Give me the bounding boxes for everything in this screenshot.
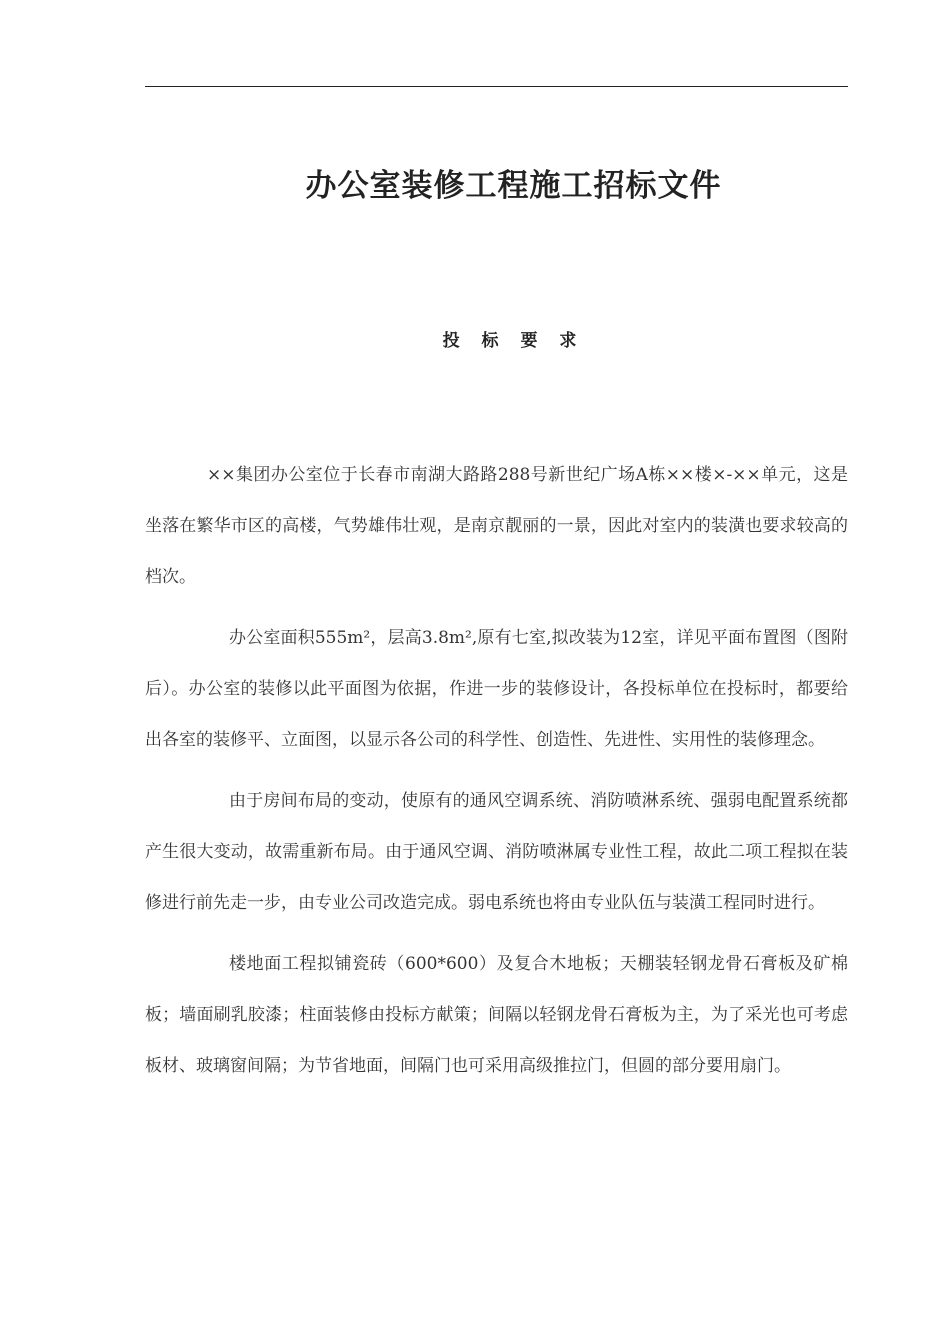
paragraph-location: ××集团办公室位于长春市南湖大路路288号新世纪广场A栋××楼×-××单元，这是坐落在繁华市区的高楼，气势雄伟壮观，是南京靓丽的一景，因此对室内的装潢也要求较高的档次。 bbox=[145, 465, 848, 587]
document-title: 办公室装修工程施工招标文件 bbox=[305, 168, 722, 204]
header-rule bbox=[145, 86, 848, 87]
paragraph-materials: 楼地面工程拟铺瓷砖（600*600）及复合木地板；天棚装轻钢龙骨石膏板及矿棉板；墙面刷乳胶漆；柱面装修由投标方献策；间隔以轻钢龙骨石膏板为主，为了采光也可考虑板材、玻璃窗间隔；为节省地面，间隔门也可采用高级推拉门，但圆的部分要用扇门。 bbox=[145, 954, 848, 1076]
paragraph-area: 办公室面积555m²，层高3.8m²,原有七室,拟改装为12室，详见平面布置图（图附后）。办公室的装修以此平面图为依据，作进一步的装修设计，各投标单位在投标时，都要给出各室的装修平、立面图，以显示各公司的科学性、创造性、先进性、实用性的装修理念。 bbox=[145, 628, 848, 750]
section-heading: 投 标 要 求 bbox=[442, 331, 585, 351]
paragraph-systems: 由于房间布局的变动，使原有的通风空调系统、消防喷淋系统、强弱电配置系统都产生很大变动，故需重新布局。由于通风空调、消防喷淋属专业性工程，故此二项工程拟在装修进行前先走一步，由专业公司改造完成。弱电系统也将由专业队伍与装潢工程同时进行。 bbox=[145, 791, 848, 913]
document-body bbox=[145, 450, 848, 1102]
